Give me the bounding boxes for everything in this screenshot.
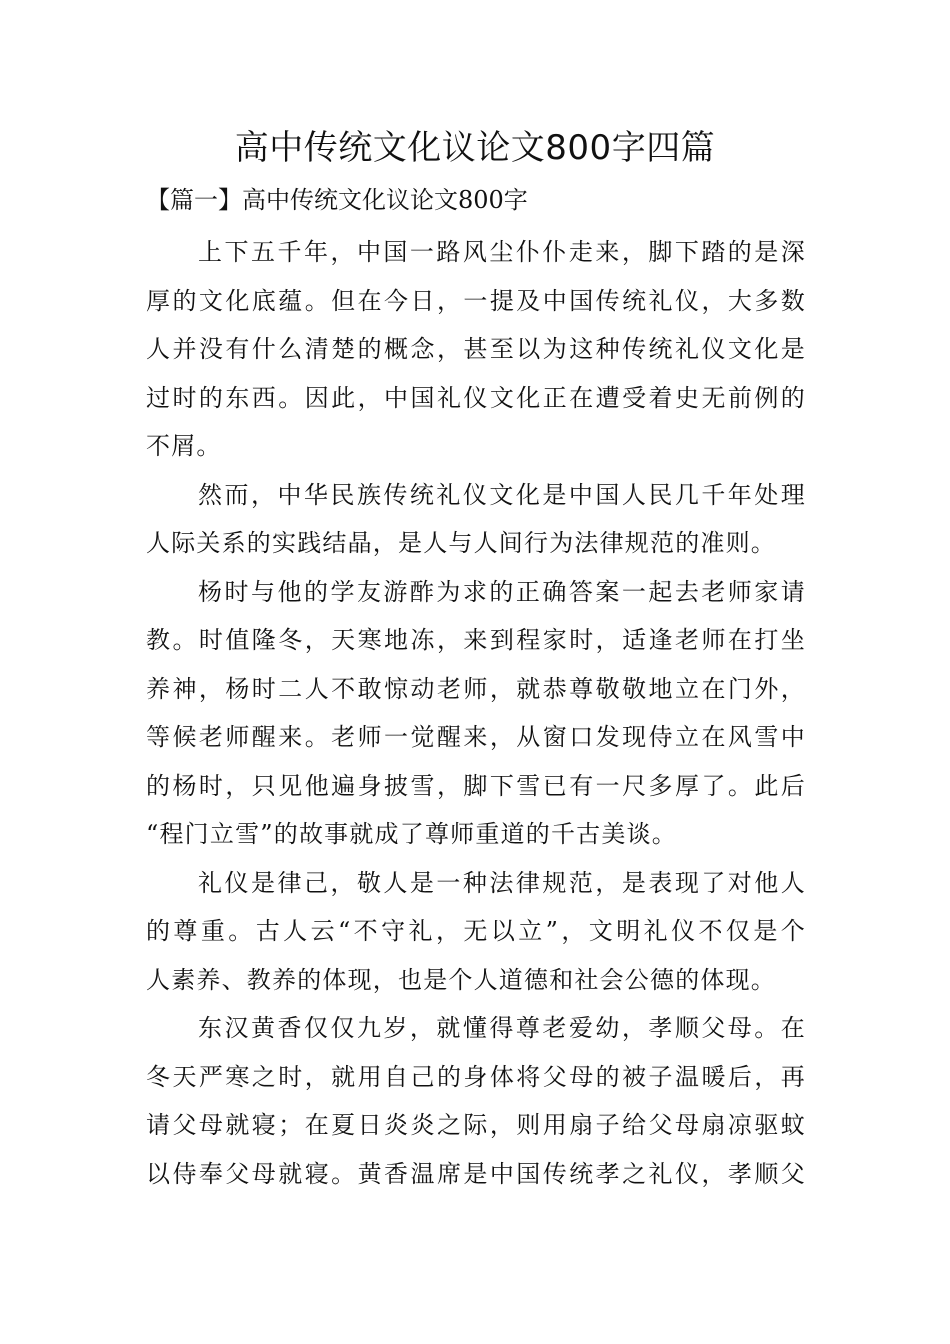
paragraph	[146, 568, 806, 859]
article-body	[146, 228, 806, 1198]
paragraph	[146, 228, 806, 471]
paragraph	[146, 471, 806, 568]
paragraph-line: 厚的文化底蕴。但在今日，一提及中国传统礼仪，大多数	[146, 286, 806, 315]
paragraph-line: 上下五千年，中国一路风尘仆仆走来，脚下踏的是深	[198, 238, 806, 266]
paragraph-line: 以侍奉父母就寝。黄香温席是中国传统孝之礼仪，孝顺父	[146, 1159, 806, 1188]
document-title: 高中传统文化议论文800字四篇	[234, 128, 716, 168]
section-heading: 【篇一】高中传统文化议论文800字	[146, 186, 528, 214]
paragraph-line: 教。时值隆冬，天寒地冻，来到程家时，适逢老师在打坐	[146, 626, 806, 654]
paragraph-line: 的杨时，只见他遍身披雪，脚下雪已有一尺多厚了。此后	[146, 771, 806, 800]
paragraph-line: 等候老师醒来。老师一觉醒来，从窗口发现侍立在风雪中	[146, 723, 806, 751]
paragraph-line: 人并没有什么清楚的概念，甚至以为这种传统礼仪文化是	[146, 335, 806, 363]
paragraph-line: 然而，中华民族传统礼仪文化是中国人民几千年处理	[198, 480, 806, 509]
paragraph-line: 礼仪是律己，敬人是一种法律规范，是表现了对他人	[198, 868, 806, 897]
paragraph-line: 人素养、教养的体现，也是个人道德和社会公德的体现。	[146, 965, 776, 994]
paragraph-line: “程门立雪”的故事就成了尊师重道的千古美谈。	[146, 820, 677, 848]
paragraph	[146, 859, 806, 1005]
paragraph-line: 杨时与他的学友游酢为求的正确答案一起去老师家请	[198, 577, 806, 606]
paragraph-line: 的尊重。古人云“不守礼，无以立”，文明礼仪不仅是个	[146, 917, 806, 945]
paragraph-line: 请父母就寝；在夏日炎炎之际，则用扇子给父母扇凉驱蚊	[146, 1111, 806, 1139]
paragraph	[146, 1004, 806, 1198]
paragraph-line: 东汉黄香仅仅九岁，就懂得尊老爱幼，孝顺父母。在	[198, 1014, 806, 1042]
paragraph-line: 冬天严寒之时，就用自己的身体将父母的被子温暖后，再	[146, 1062, 806, 1091]
paragraph-line: 养神，杨时二人不敢惊动老师，就恭尊敬敬地立在门外，	[146, 674, 806, 703]
paragraph-line: 人际关系的实践结晶，是人与人间行为法律规范的准则。	[146, 529, 776, 557]
paragraph-line: 过时的东西。因此，中国礼仪文化正在遭受着史无前例的	[146, 383, 806, 412]
paragraph-line: 不屑。	[146, 432, 222, 460]
